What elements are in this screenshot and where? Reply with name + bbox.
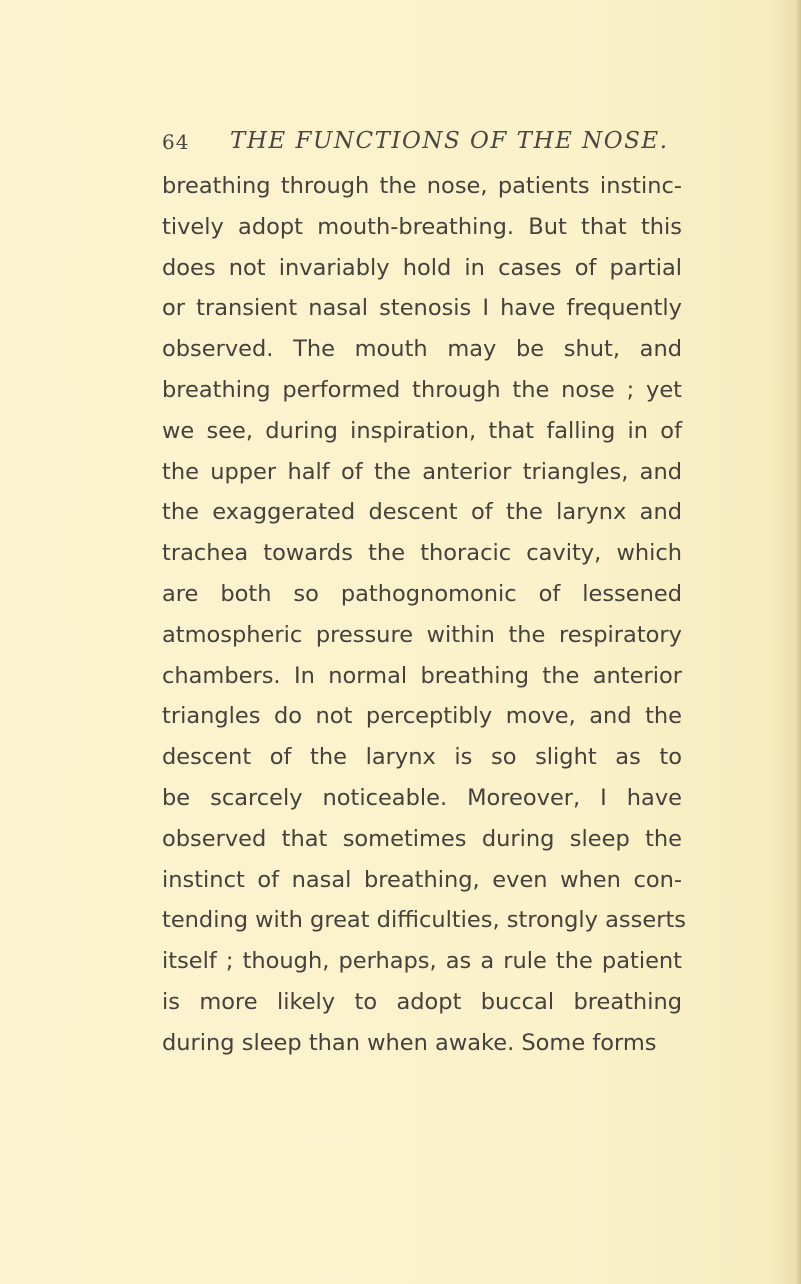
text-line: the exaggerated descent of the larynx and — [162, 499, 682, 526]
text-line: instinct of nasal breathing, even when con- — [162, 866, 682, 893]
text-line: trachea towards the thoracic cavity, which — [162, 540, 682, 567]
text-line: during sleep than when awake. Some forms — [162, 1029, 657, 1056]
text-line: observed. The mouth may be shut, and — [162, 336, 682, 363]
running-head: THE FUNCTIONS OF THE NOSE. — [230, 128, 669, 154]
text-line: the upper half of the anterior triangles, and — [162, 458, 682, 485]
text-line: atmospheric pressure within the respiratory — [162, 621, 682, 648]
text-line: tively adopt mouth-breathing. But that this — [162, 213, 682, 240]
text-line: observed that sometimes during sleep the — [162, 825, 682, 852]
text-line: breathing through the nose, patients instinc- — [162, 173, 682, 199]
text-line: tending with great difficulties, strongly asserts — [162, 907, 686, 934]
text-line: or transient nasal stenosis I have frequently — [162, 295, 682, 322]
text-line: does not invariably hold in cases of partial — [162, 254, 682, 281]
text-line: descent of the larynx is so slight as to — [162, 744, 682, 771]
text-line: breathing performed through the nose ; yet — [162, 376, 682, 403]
page-edge-shadow — [795, 0, 801, 1284]
text-line: is more likely to adopt buccal breathing — [162, 988, 682, 1015]
body-text — [162, 166, 686, 1064]
page-number: 64 — [162, 130, 190, 154]
text-line: chambers. In normal breathing the anterior — [162, 662, 682, 689]
text-line: we see, during inspiration, that falling in of — [162, 417, 682, 444]
text-line: are both so pathognomonic of lessened — [162, 580, 682, 607]
text-line: be scarcely noticeable. Moreover, I have — [162, 784, 682, 811]
text-line: itself ; though, perhaps, as a rule the patient — [162, 948, 682, 975]
text-line: triangles do not perceptibly move, and the — [162, 703, 682, 730]
